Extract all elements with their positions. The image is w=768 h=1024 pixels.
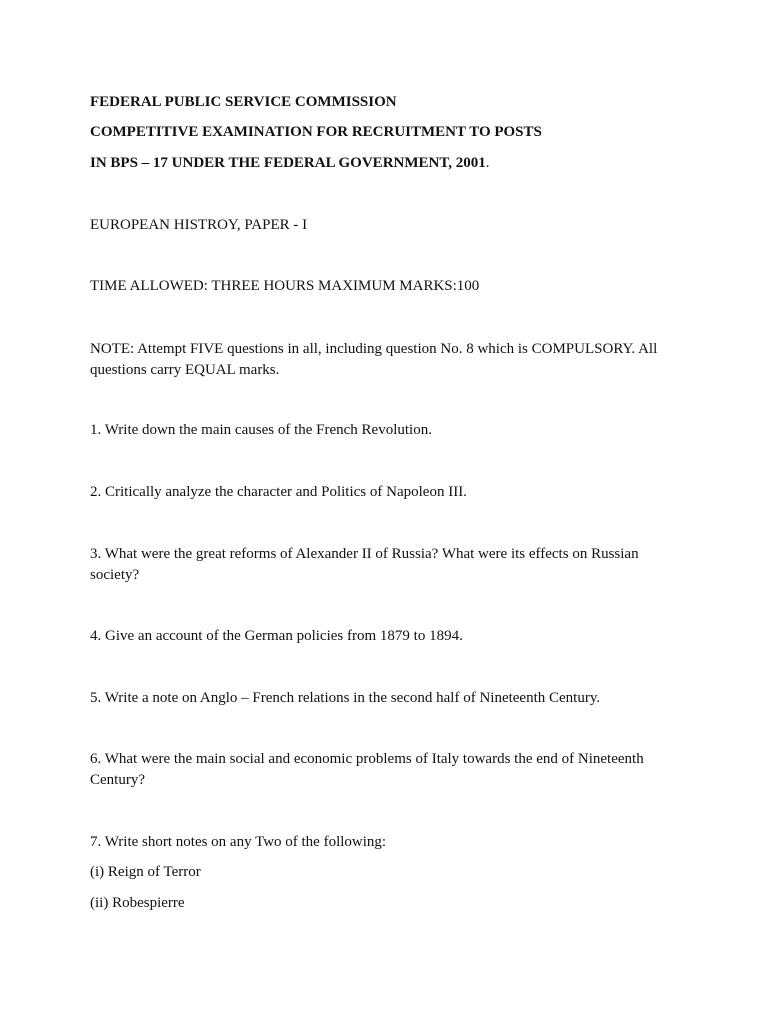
exam-heading-text: COMPETITIVE EXAMINATION FOR RECRUITMENT TO POSTS <box>90 124 542 140</box>
question-1: 1. Write down the main causes of the French Revolution. <box>90 422 432 438</box>
question-2: 2. Critically analyze the character and Politics of Napoleon III. <box>90 484 467 500</box>
paper-subject: EUROPEAN HISTROY, PAPER - I <box>90 217 308 233</box>
question-7: 7. Write short notes on any Two of the following: <box>90 834 387 850</box>
grade-heading-period: . <box>485 155 490 171</box>
question-7-option-1: (i) Reign of Terror <box>90 864 201 880</box>
exam-heading <box>90 122 690 143</box>
commission-heading-text: FEDERAL PUBLIC SERVICE COMMISSION <box>90 94 397 110</box>
commission-heading <box>90 92 690 113</box>
grade-heading <box>90 153 690 174</box>
question-4: 4. Give an account of the German policies from 1879 to 1894. <box>90 628 463 644</box>
grade-heading-text: IN BPS – 17 UNDER THE FEDERAL GOVERNMENT, 2001 <box>90 155 486 171</box>
time-and-marks: TIME ALLOWED: THREE HOURS MAXIMUM MARKS:100 <box>90 278 480 294</box>
question-7-option-2: (ii) Robespierre <box>90 895 185 911</box>
question-6: 6. What were the main social and economic problems of Italy towards the end of Nineteenth Century? <box>90 751 644 788</box>
question-5: 5. Write a note on Anglo – French relations in the second half of Nineteenth Century. <box>90 690 601 706</box>
question-3: 3. What were the great reforms of Alexander II of Russia? What were its effects on Russian society? <box>90 546 639 583</box>
instructions-note: NOTE: Attempt FIVE questions in all, including question No. 8 which is COMPULSORY. All questions carry EQUAL marks. <box>90 341 658 378</box>
